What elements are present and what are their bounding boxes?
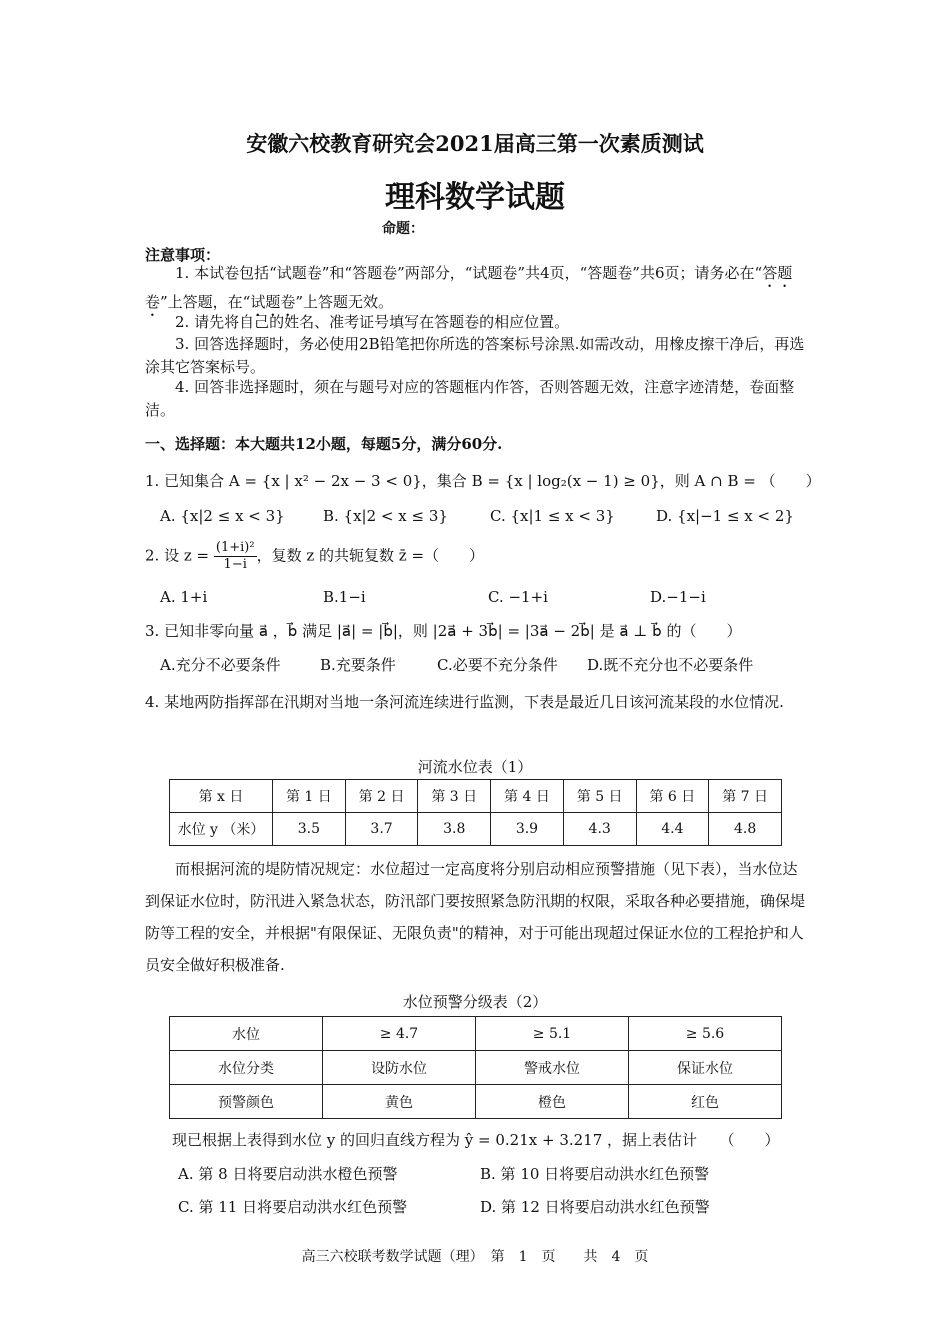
table-2-caption: 水位预警分级表（2） bbox=[402, 993, 548, 1011]
table-cell: 水位 bbox=[170, 1017, 323, 1051]
table-cell: 第 6 日 bbox=[636, 780, 709, 813]
question-2-stem: 2. 设 z = $\frac{\text{(1+i)²}}{1-i}$ ，复数 z 的共轭复数 z̄ =（ ） bbox=[145, 540, 485, 572]
table-cell: ≥ 5.6 bbox=[629, 1017, 782, 1051]
q3-option-a: A.充分不必要条件 bbox=[160, 656, 281, 674]
notice-item-4: 4. 回答非选择题时，须在与题号对应的答题框内作答，否则答题无效，注意字迹清楚，卷面整洁。 bbox=[145, 378, 795, 419]
q4-option-c: C. 第 11 日将要启动洪水红色预警 bbox=[178, 1198, 408, 1216]
table-cell: 第 4 日 bbox=[491, 780, 564, 813]
table-cell: ≥ 5.1 bbox=[476, 1017, 629, 1051]
author-label: 命题： bbox=[382, 221, 424, 237]
table-cell: 3.5 bbox=[273, 813, 346, 846]
table-cell: 第 x 日 bbox=[170, 780, 273, 813]
question-3-stem: 3. 已知非零向量 a⃗ ，b⃗ 满足 |a⃗| = |b⃗|，则 |2a⃗ + 3b⃗| = |3a⃗ − 2b⃗| 是 a⃗ ⊥ b⃗ 的（ ） bbox=[145, 622, 742, 640]
table-cell: 橙色 bbox=[476, 1085, 629, 1119]
table-cell: 3.8 bbox=[418, 813, 491, 846]
question-1-stem: 1. 已知集合 A = {x | x² − 2x − 3 < 0}，集合 B = {x | log₂(x − 1) ≥ 0}，则 A ∩ B = （ ） bbox=[145, 472, 821, 490]
notice-item-3: 3. 回答选择题时，务必使用2B铅笔把你所选的答案标号涂黑.如需改动，用橡皮擦干净后，再选涂其它答案标号。 bbox=[145, 335, 805, 376]
notice-item-2: 2. 请先将自己的姓名、准考证号填写在答题卷的相应位置。 bbox=[175, 313, 570, 331]
table-cell: 第 2 日 bbox=[345, 780, 418, 813]
table-cell: 4.8 bbox=[709, 813, 782, 846]
table-cell: 保证水位 bbox=[629, 1051, 782, 1085]
q2-option-a: A. 1+i bbox=[160, 588, 208, 606]
regulation-paragraph: 而根据河流的堤防情况规定：水位超过一定高度将分别启动相应预警措施（见下表），当水位达到保证水位时，防汛进入紧急状态，防汛部门要按照紧急防汛期的权限，采取各种必要措施，确保堤防等工程的安全，并根据"有限保证、无限负责"的精神，对于可能出现超过保证水位的工程抢护和人员安全做好积极准备. bbox=[145, 860, 806, 974]
exam-title: 安徽六校教育研究会2021届高三第一次素质测试 bbox=[246, 131, 704, 156]
q3-option-d: D.既不充分也不必要条件 bbox=[587, 656, 754, 674]
table-cell: ≥ 4.7 bbox=[323, 1017, 476, 1051]
fraction: $\frac{\text{(1+i)²}}{1-i}$ bbox=[215, 540, 255, 572]
notice-heading: 注意事项： bbox=[145, 246, 221, 264]
table-cell: 3.7 bbox=[345, 813, 418, 846]
table-cell: 4.3 bbox=[563, 813, 636, 846]
table-cell: 设防水位 bbox=[323, 1051, 476, 1085]
warning-level-table bbox=[169, 1016, 782, 1119]
q2-option-b: B.1−i bbox=[323, 588, 366, 606]
q1-option-c: C. {x|1 ≤ x < 3} bbox=[490, 507, 615, 525]
q4-option-a: A. 第 8 日将要启动洪水橙色预警 bbox=[178, 1165, 398, 1183]
water-level-table bbox=[169, 779, 782, 846]
q4-option-b: B. 第 10 日将要启动洪水红色预警 bbox=[480, 1165, 710, 1183]
table-header-row bbox=[170, 780, 782, 813]
table-1-caption: 河流水位表（1） bbox=[417, 758, 533, 776]
q1-option-a: A. {x|2 ≤ x < 3} bbox=[160, 507, 285, 525]
table-row bbox=[170, 813, 782, 846]
page-footer: 高三六校联考数学试题（理） 第 1 页 共 4 页 bbox=[301, 1249, 649, 1265]
table-cell: 黄色 bbox=[323, 1085, 476, 1119]
subject-title: 理科数学试题 bbox=[385, 180, 565, 215]
table-cell: 水位分类 bbox=[170, 1051, 323, 1085]
table-cell: 第 3 日 bbox=[418, 780, 491, 813]
table-cell: 警戒水位 bbox=[476, 1051, 629, 1085]
question-4-stem: 4. 某地两防指挥部在汛期对当地一条河流连续进行监测，下表是最近几日该河流某段的水位情况. bbox=[145, 693, 784, 711]
table-cell: 第 7 日 bbox=[709, 780, 782, 813]
q3-option-c: C.必要不充分条件 bbox=[437, 656, 558, 674]
table-cell: 红色 bbox=[629, 1085, 782, 1119]
table-cell: 3.9 bbox=[491, 813, 564, 846]
notice-item-1: 1. 本试卷包括“试题卷”和“答题卷”两部分，“试题卷”共4页，“答题卷”共6页；请务必在“答题卷”上答题，在“试题卷”上答题无效。 bbox=[145, 264, 793, 311]
q2-option-c: C. −1+i bbox=[488, 588, 548, 606]
table-cell: 第 1 日 bbox=[273, 780, 346, 813]
section-heading: 一、选择题：本大题共12小题，每题5分，满分60分. bbox=[145, 435, 503, 453]
q1-option-b: B. {x|2 < x ≤ 3} bbox=[323, 507, 448, 525]
table-cell: 预警颜色 bbox=[170, 1085, 323, 1119]
question-4-prompt: 现已根据上表得到水位 y 的回归直线方程为 ŷ = 0.21x + 3.217 ，据上表估计 （ ） bbox=[172, 1131, 780, 1149]
q3-option-b: B.充要条件 bbox=[320, 656, 396, 674]
q1-option-d: D. {x|−1 ≤ x < 2} bbox=[656, 507, 794, 525]
table-row bbox=[170, 1017, 782, 1051]
table-cell: 水位 y （米） bbox=[170, 813, 273, 846]
q2-option-d: D.−1−i bbox=[650, 588, 706, 606]
table-cell: 第 5 日 bbox=[563, 780, 636, 813]
table-row bbox=[170, 1085, 782, 1119]
q4-option-d: D. 第 12 日将要启动洪水红色预警 bbox=[480, 1198, 710, 1216]
table-cell: 4.4 bbox=[636, 813, 709, 846]
table-row bbox=[170, 1051, 782, 1085]
